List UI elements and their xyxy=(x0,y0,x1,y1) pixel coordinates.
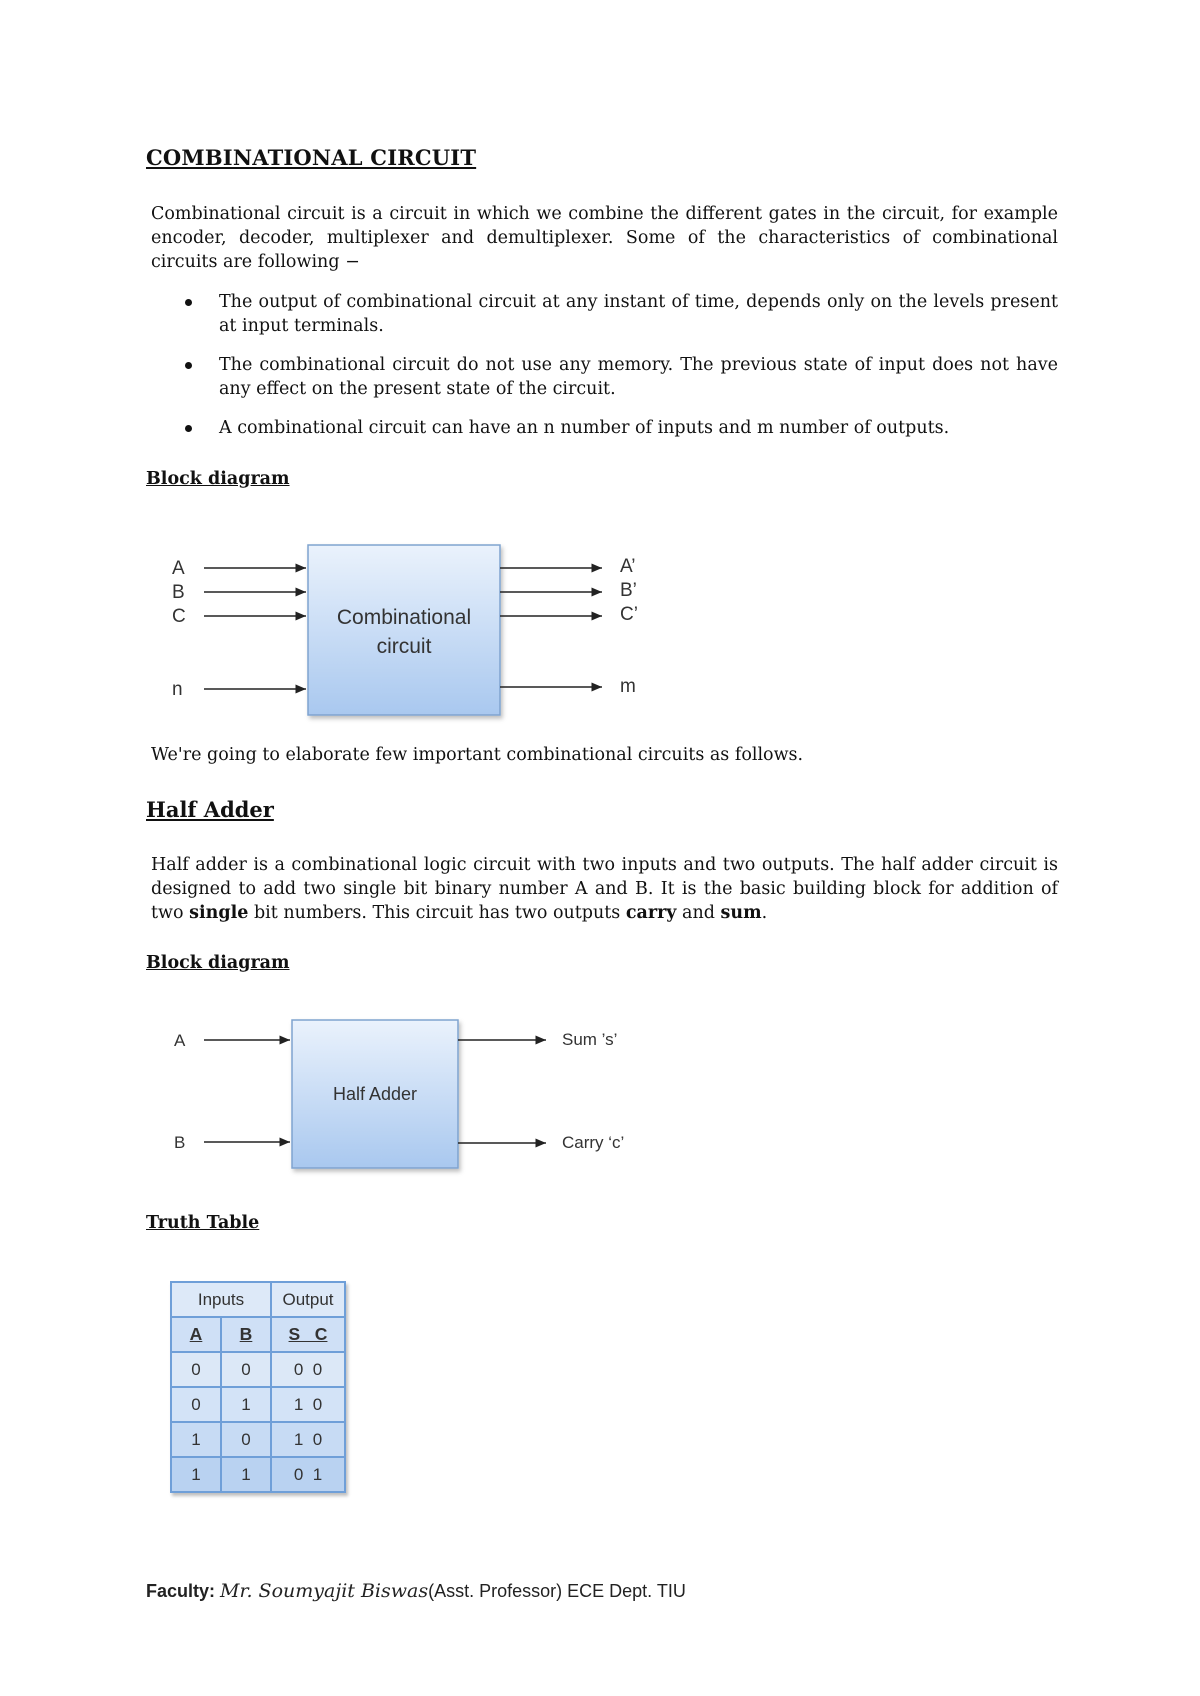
footer-author-name: Mr. Soumyajit Biswas xyxy=(220,1580,429,1602)
input-label-a: A xyxy=(172,558,185,579)
list-item: The output of combinational circuit at any instant of time, depends only on the levels present at input terminals. xyxy=(151,290,1058,338)
table-col-a: A xyxy=(171,1317,221,1352)
table-row xyxy=(171,1387,345,1422)
half-adder-block-diagram xyxy=(160,1010,660,1185)
table-header-inputs: Inputs xyxy=(171,1282,271,1317)
input-label-b: B xyxy=(172,582,185,603)
table-row xyxy=(171,1352,345,1387)
output-label-b: B’ xyxy=(620,580,637,601)
half-adder-heading: Half Adder xyxy=(146,797,274,822)
page-footer xyxy=(146,1580,686,1602)
list-item: A combinational circuit can have an n number of inputs and m number of outputs. xyxy=(151,416,1058,440)
table-header-output: Output xyxy=(271,1282,345,1317)
intro-paragraph: Combinational circuit is a circuit in which we combine the different gates in the circuit, for example encoder, decoder, multiplexer and demultiplexer. Some of the characteristics of combinational circuits are following − xyxy=(151,204,1058,272)
input-label-a: A xyxy=(174,1031,186,1050)
table-cell: 0 0 xyxy=(271,1352,345,1387)
half-adder-block-diagram-heading: Block diagram xyxy=(146,953,290,973)
block-diagram-heading: Block diagram xyxy=(146,469,290,489)
box-label-line2: circuit xyxy=(376,635,432,658)
output-label-a: A’ xyxy=(620,556,636,577)
table-cell: 1 xyxy=(221,1387,271,1422)
table-cell: 0 xyxy=(221,1422,271,1457)
half-adder-box-label: Half Adder xyxy=(332,1084,418,1104)
footer-label: Faculty: xyxy=(146,1581,216,1601)
input-label-n: n xyxy=(172,679,183,700)
output-label-m: m xyxy=(620,676,636,697)
truth-table xyxy=(170,1281,346,1493)
half-adder-paragraph: Half adder is a combinational logic circuit with two inputs and two outputs. The half adder circuit is designed to add two single bit binary number A and B. It is the basic building block for addition of two single bit numbers. This circuit has two outputs carry and sum. xyxy=(151,855,1058,923)
table-cell: 1 0 xyxy=(271,1387,345,1422)
box-label-line1: Combinational xyxy=(336,606,472,629)
table-col-sc: S C xyxy=(271,1317,345,1352)
transition-paragraph: We're going to elaborate few important combinational circuits as follows. xyxy=(151,745,804,765)
list-item: The combinational circuit do not use any memory. The previous state of input does not have any effect on the present state of the circuit. xyxy=(151,353,1058,401)
combinational-box xyxy=(308,545,500,715)
table-col-b: B xyxy=(221,1317,271,1352)
characteristics-list xyxy=(151,290,1058,455)
input-label-c: C xyxy=(172,606,186,627)
bullet-icon xyxy=(185,299,192,306)
table-cell: 0 1 xyxy=(271,1457,345,1492)
page-title: COMBINATIONAL CIRCUIT xyxy=(146,145,477,170)
bullet-icon xyxy=(185,362,192,369)
footer-author-details: (Asst. Professor) ECE Dept. TIU xyxy=(428,1581,686,1601)
bullet-icon xyxy=(185,425,192,432)
table-cell: 0 xyxy=(171,1387,221,1422)
output-label-sum: Sum ’s’ xyxy=(562,1030,618,1049)
combinational-block-diagram xyxy=(160,535,680,725)
table-cell: 0 xyxy=(221,1352,271,1387)
table-cell: 0 xyxy=(171,1352,221,1387)
table-cell: 1 0 xyxy=(271,1422,345,1457)
input-label-b: B xyxy=(174,1133,186,1152)
truth-table-heading: Truth Table xyxy=(146,1213,260,1233)
table-row xyxy=(171,1457,345,1492)
table-cell: 1 xyxy=(171,1457,221,1492)
table-cell: 1 xyxy=(221,1457,271,1492)
table-row xyxy=(171,1422,345,1457)
table-cell: 1 xyxy=(171,1422,221,1457)
output-label-c: C’ xyxy=(620,604,638,625)
output-label-carry: Carry ‘c’ xyxy=(562,1133,625,1152)
